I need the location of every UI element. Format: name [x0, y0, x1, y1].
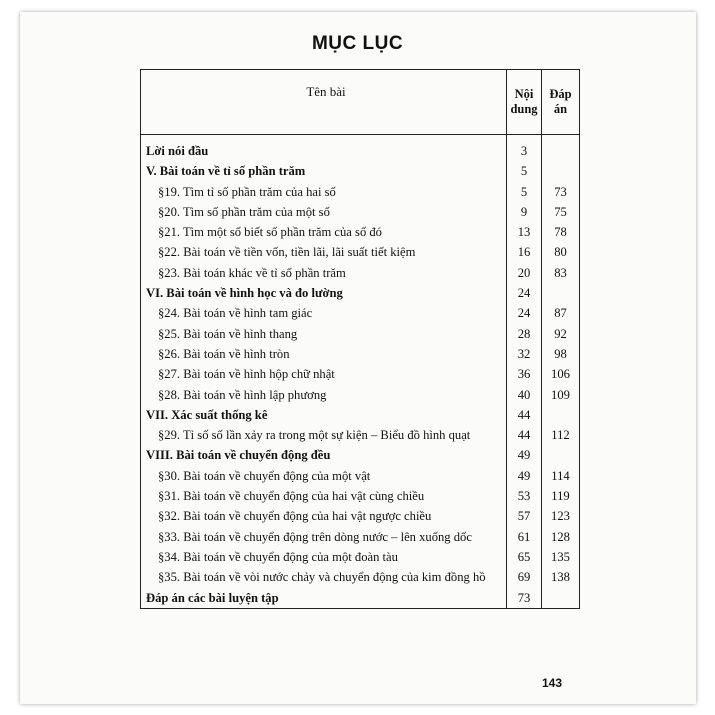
toc-entry-answer-page — [542, 588, 580, 609]
toc-entry-name — [141, 242, 507, 262]
toc-entry-label: §22. Bài toán về tiền vốn, tiền lãi, lãi suất tiết kiệm — [158, 245, 416, 260]
table-row — [141, 506, 580, 526]
toc-entry-name — [141, 527, 507, 547]
toc-entry-answer-page: 98 — [542, 344, 580, 364]
table-row — [141, 161, 580, 181]
toc-entry-name — [141, 364, 507, 384]
toc-entry-name — [141, 135, 507, 162]
page-number: 143 — [542, 676, 563, 690]
table-row — [141, 588, 580, 609]
toc-entry-page: 65 — [507, 547, 542, 567]
toc-entry-label: §20. Tìm số phần trăm của một số — [158, 204, 330, 219]
table-row — [141, 222, 580, 242]
toc-entry-name — [141, 202, 507, 222]
toc-entry-name — [141, 588, 507, 609]
toc-entry-name — [141, 445, 507, 465]
table-row — [141, 283, 580, 303]
toc-entry-answer-page — [542, 161, 580, 181]
toc-entry-page: 5 — [507, 161, 542, 181]
toc-header-row — [141, 70, 580, 135]
toc-entry-label: VIII. Bài toán về chuyển động đều — [146, 448, 331, 463]
toc-entry-answer-page: 114 — [542, 466, 580, 486]
toc-entry-name — [141, 506, 507, 526]
toc-entry-name — [141, 486, 507, 506]
toc-entry-name — [141, 303, 507, 323]
table-row — [141, 445, 580, 465]
toc-entry-answer-page: 109 — [542, 385, 580, 405]
toc-entry-answer-page: 80 — [542, 242, 580, 262]
table-row — [141, 364, 580, 384]
toc-entry-page: 44 — [507, 405, 542, 425]
toc-entry-label: Lời nói đầu — [146, 144, 209, 158]
toc-entry-label: §27. Bài toán về hình hộp chữ nhật — [158, 367, 335, 382]
header-name: Tên bài — [141, 70, 507, 135]
header-page: Nội dung — [507, 70, 542, 135]
toc-entry-page: 9 — [507, 202, 542, 222]
table-row — [141, 135, 580, 162]
toc-entry-label: §32. Bài toán về chuyển động của hai vật ngược chiều — [158, 509, 432, 524]
toc-entry-answer-page: 128 — [542, 527, 580, 547]
toc-entry-name — [141, 567, 507, 587]
toc-entry-page: 24 — [507, 283, 542, 303]
toc-entry-name — [141, 344, 507, 364]
page-title: MỤC LỤC — [311, 33, 404, 54]
table-row — [141, 547, 580, 567]
toc-entry-page: 24 — [507, 303, 542, 323]
toc-entry-page: 49 — [507, 466, 542, 486]
table-row — [141, 527, 580, 547]
toc-entry-answer-page: 83 — [542, 263, 580, 283]
toc-entry-label: §23. Bài toán khác về tỉ số phần trăm — [158, 265, 346, 280]
toc-entry-page: 20 — [507, 263, 542, 283]
toc-entry-label: VI. Bài toán về hình học và đo lường — [146, 286, 343, 301]
toc-entry-answer-page — [542, 445, 580, 465]
toc-entry-page: 61 — [507, 527, 542, 547]
toc-entry-label: V. Bài toán về tỉ số phần trăm — [146, 164, 306, 179]
toc-entry-name — [141, 324, 507, 344]
toc-entry-name — [141, 161, 507, 181]
toc-entry-label: §30. Bài toán về chuyển động của một vật — [158, 468, 371, 483]
toc-entry-page: 73 — [507, 588, 542, 609]
toc-entry-name — [141, 222, 507, 242]
toc-entry-name — [141, 405, 507, 425]
table-row — [141, 324, 580, 344]
toc-entry-name — [141, 385, 507, 405]
table-row — [141, 486, 580, 506]
table-row — [141, 567, 580, 587]
toc-entry-answer-page: 75 — [542, 202, 580, 222]
toc-entry-page: 69 — [507, 567, 542, 587]
toc-entry-answer-page — [542, 405, 580, 425]
toc-entry-answer-page: 119 — [542, 486, 580, 506]
toc-entry-name — [141, 547, 507, 567]
toc-entry-label: §33. Bài toán về chuyển động trên dòng nước – lên xuống dốc — [158, 529, 472, 544]
toc-entry-label: §26. Bài toán về hình tròn — [158, 346, 290, 361]
toc-entry-label: §19. Tìm tỉ số phần trăm của hai số — [158, 184, 336, 199]
toc-entry-label: Đáp án các bài luyện tập — [146, 590, 279, 605]
toc-entry-name — [141, 263, 507, 283]
toc-entry-answer-page: 123 — [542, 506, 580, 526]
toc-entry-answer-page: 73 — [542, 182, 580, 202]
toc-entry-answer-page: 106 — [542, 364, 580, 384]
table-of-contents — [140, 69, 580, 609]
toc-entry-label: VII. Xác suất thống kê — [146, 407, 268, 422]
toc-entry-answer-page: 112 — [542, 425, 580, 445]
toc-entry-label: §25. Bài toán về hình thang — [158, 326, 298, 341]
table-row — [141, 303, 580, 323]
toc-entry-page: 13 — [507, 222, 542, 242]
toc-entry-page: 49 — [507, 445, 542, 465]
toc-entry-answer-page: 78 — [542, 222, 580, 242]
toc-entry-label: §24. Bài toán về hình tam giác — [158, 306, 313, 321]
table-row — [141, 182, 580, 202]
toc-body — [141, 135, 580, 609]
toc-entry-name — [141, 182, 507, 202]
toc-entry-label: §31. Bài toán về chuyển động của hai vật cùng chiều — [158, 489, 425, 504]
table-row — [141, 202, 580, 222]
table-row — [141, 405, 580, 425]
toc-entry-answer-page: 92 — [542, 324, 580, 344]
toc-entry-page: 40 — [507, 385, 542, 405]
toc-entry-page: 53 — [507, 486, 542, 506]
toc-entry-name — [141, 466, 507, 486]
toc-entry-page: 57 — [507, 506, 542, 526]
table-row — [141, 344, 580, 364]
toc-entry-page: 16 — [507, 242, 542, 262]
toc-entry-answer-page: 135 — [542, 547, 580, 567]
header-answer: Đáp án — [542, 70, 580, 135]
toc-entry-page: 44 — [507, 425, 542, 445]
toc-entry-label: §28. Bài toán về hình lập phương — [158, 387, 327, 402]
toc-entry-label: §29. Tỉ số số lần xảy ra trong một sự kiện – Biểu đồ hình quạt — [158, 428, 471, 443]
toc-entry-label: §35. Bài toán về vòi nước chảy và chuyển động của kim đồng hồ — [158, 570, 486, 585]
toc-entry-answer-page — [542, 283, 580, 303]
table-row — [141, 425, 580, 445]
toc-entry-page: 28 — [507, 324, 542, 344]
table-row — [141, 466, 580, 486]
toc-entry-page: 5 — [507, 182, 542, 202]
toc-entry-page: 3 — [507, 135, 542, 162]
toc-entry-label: §34. Bài toán về chuyển động của một đoàn tàu — [158, 549, 398, 564]
toc-entry-name — [141, 283, 507, 303]
toc-entry-label: §21. Tìm một số biết số phần trăm của số đó — [158, 225, 382, 240]
toc-entry-answer-page: 138 — [542, 567, 580, 587]
table-row — [141, 263, 580, 283]
toc-entry-answer-page — [542, 135, 580, 162]
toc-entry-answer-page: 87 — [542, 303, 580, 323]
toc-entry-page: 32 — [507, 344, 542, 364]
table-row — [141, 242, 580, 262]
toc-entry-page: 36 — [507, 364, 542, 384]
toc-entry-name — [141, 425, 507, 445]
table-row — [141, 385, 580, 405]
